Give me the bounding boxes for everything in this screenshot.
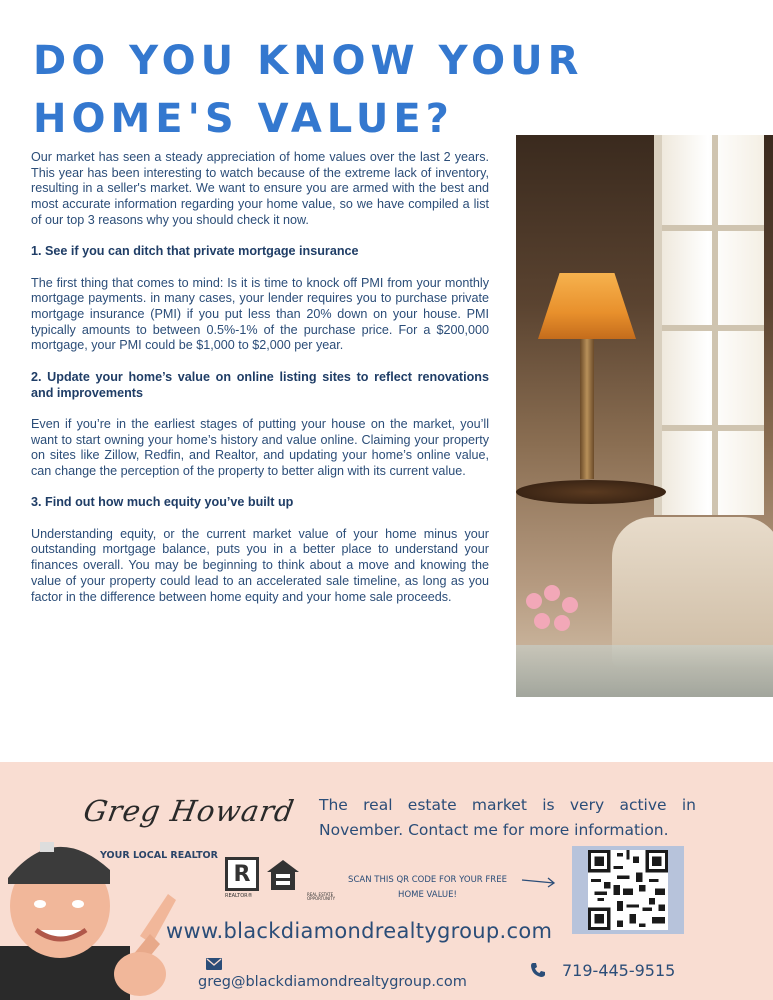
- photo-flowers: [520, 583, 590, 673]
- website-link[interactable]: www.blackdiamondrealtygroup.com: [166, 919, 553, 943]
- email-link[interactable]: greg@blackdiamondrealtygroup.com: [198, 974, 467, 990]
- section-1-body: The first thing that comes to mind: Is it is time to knock off PMI from your monthly mortgage payments. in many cases, your lender requires you to purchase private mortgage insurance (PMI) if you put less than 20% down on your house. PMI typically amounts to between 0.5%-1% of the purchase price. For a $200,000 mortgage, your PMI could be $1,000 to $2,000 per year.: [31, 275, 489, 353]
- photo-side-table: [516, 480, 666, 504]
- agent-photo: [0, 826, 185, 1000]
- equal-housing-icon: [265, 857, 301, 893]
- photo-lamp-shade: [538, 273, 636, 339]
- living-room-photo: [516, 135, 773, 697]
- section-1-heading: 1. See if you can ditch that private mortgage insurance: [31, 244, 359, 259]
- agent-signature: Greg Howard: [81, 794, 298, 828]
- qr-code-icon[interactable]: [588, 850, 668, 930]
- photo-window: [654, 135, 764, 515]
- article-body: [31, 150, 489, 621]
- arrow-right-icon: [521, 874, 557, 888]
- section-3-heading: 3. Find out how much equity you’ve built up: [31, 495, 294, 510]
- section-2-body: Even if you’re in the earliest stages of putting your house on the market, you’ll want to start owning your home’s history and value online. Claiming your property on sites like Zillow, Redfin, and Realtor, and updating your home’s online value, can change the perception of the property to better align with its current value.: [31, 416, 489, 478]
- credential-badges: [225, 857, 336, 901]
- equal-housing-label: REAL ESTATE OPPORTUNITY: [307, 892, 336, 901]
- section-2-heading: 2. Update your home’s value on online listing sites to reflect renovations and improvements: [31, 369, 489, 400]
- realtor-tagline: YOUR LOCAL REALTOR: [100, 850, 218, 861]
- section-3-body: Understanding equity, or the current market value of your home minus your outstanding mortgage balance, puts you in a better place to understand your finances overall. You may be beginning to think about a move and knowing the value of your property could lead to an accelerated sale timeline, as long as you factor in the difference between home equity and your home sale proceeds.: [31, 526, 489, 604]
- realtor-logo-label: REALTOR®: [225, 893, 253, 899]
- qr-instruction: SCAN THIS QR CODE FOR YOUR FREE HOME VALUE!: [348, 875, 507, 900]
- photo-lamp-base: [580, 339, 594, 479]
- envelope-icon: [206, 958, 222, 970]
- qr-frame: [572, 846, 684, 934]
- intro-paragraph: Our market has seen a steady appreciation of home values over the last 2 years. This year has been interesting to watch because of the extreme lack of inventory, resulting in a seller's market. We want to ensure you are armed with the best and most accurate information regarding your home value, so we have compiled a list of our top 3 reasons why you should check it now.: [31, 150, 489, 227]
- call-to-action: The real estate market is very active in November. Contact me for more information.: [319, 796, 696, 839]
- phone-link[interactable]: 719-445-9515: [562, 961, 676, 980]
- realtor-logo-icon: R: [225, 857, 259, 891]
- page-title: DO YOU KNOW YOUR HOME'S VALUE?: [33, 38, 584, 142]
- phone-icon: [530, 962, 546, 978]
